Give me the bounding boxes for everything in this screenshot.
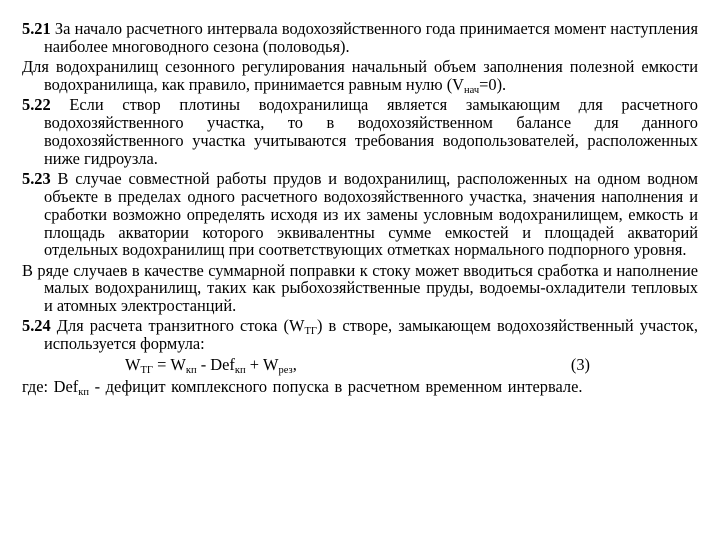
formula-expression [125,355,297,377]
paragraph-text: В ряде случаев в качестве суммарной поправки к стоку может вводиться сработка и наполнение малых водохранилищ, таких как рыбохозяйственные пруды, водоемы-охладители тепловых и атомных электростанций. [22,260,698,316]
formula-sub-def-kp: кп [234,365,246,377]
paragraph-text: В случае совместной работы прудов и водохранилищ, расположенных на одном водном объекте в пределах одного расчетного водохозяйственного участка, значения наполнения и сработки возможно определять исходя из их замены условным водохранилищем, емкость и площадь акватории которого эквивалентны сумме емкостей и площадей акваторий отдельных водохранилищ при соответствующих отметках нормального подпорного уровня. [44,168,698,260]
paragraph-tail: ) в створе, замыкающем водохозяйственный участок, используется формула: [44,316,698,354]
paragraph-5-22 [22,96,698,168]
paragraph-5-21 [22,20,698,56]
document-page [22,19,698,399]
clause-number: 5.21 [22,19,51,38]
paragraph-tail: =0). [479,74,507,94]
where-clause [22,377,698,399]
formula-plus-w: + W [245,355,279,375]
formula-w: W [125,355,141,375]
subscript-nach: нач [464,84,480,96]
where-label: где: Def [22,377,79,397]
formula-minus-def: - Def [196,355,235,375]
clause-number: 5.22 [22,95,51,114]
formula-3 [22,356,698,375]
formula-equals-w: = W [152,355,186,375]
clause-number: 5.24 [22,316,51,336]
formula-sub-tg: ТГ [140,365,153,377]
subscript-tg: ТГ [304,326,317,338]
formula-sub-kp: кп [185,365,197,377]
paragraph-initial-volume [22,58,698,94]
paragraph-text: За начало расчетного интервала водохозяйственного года принимается момент наступления наиболее многоводного сезона (половодья). [44,19,698,56]
formula-number: (3) [570,355,590,375]
paragraph-5-24 [22,317,698,353]
clause-number: 5.23 [22,168,51,188]
paragraph-5-23 [22,170,698,260]
formula-comma: , [292,355,297,375]
where-text: - дефицит комплексного попуска в расчетном временном интервале. [88,377,583,397]
paragraph-text: Если створ плотины водохранилища является замыкающим для расчетного водохозяйственного участка, то в водохозяйственном балансе для данного водохозяйственного участка учитываются требования водопользователей, расположенных ниже гидроузла. [44,95,698,168]
paragraph-text: Для расчета транзитного стока (W [56,316,305,336]
paragraph-small-reservoirs [22,262,698,316]
formula-sub-rez: рез [278,365,293,377]
where-sub-kp: кп [78,387,89,399]
paragraph-text: Для водохранилищ сезонного регулирования начальный объем заполнения полезной емкости водохранилища, как правило, принимается равным нулю (V [22,57,698,94]
